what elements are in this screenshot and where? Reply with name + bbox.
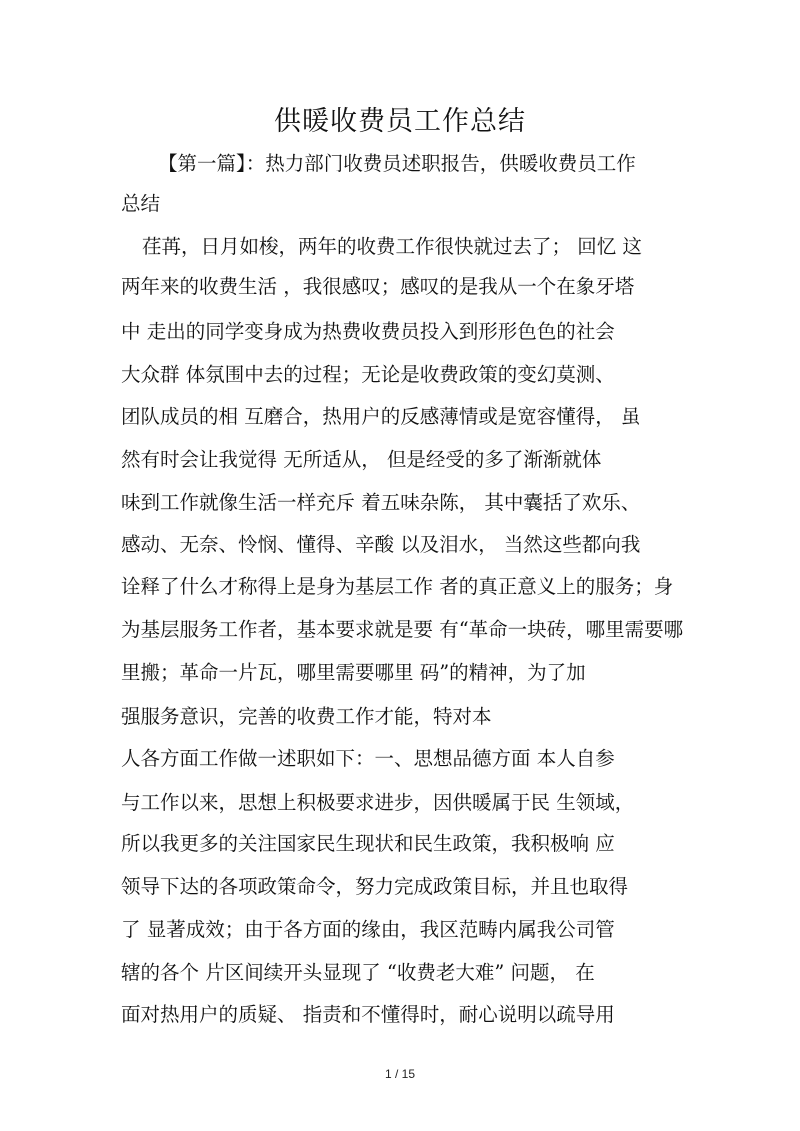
text-line: 中 走出的同学变身成为热费收费员投入到形形色色的社会 [121,320,615,343]
text-line: 味到工作就像生活一样充斥 着五味杂陈， 其中囊括了欢乐、 [121,491,641,514]
text-line: 辖的各个 片区间续开头显现了 “收费老大难” 问题， 在 [121,961,595,984]
text-line: 与工作以来，思想上积极要求进步，因供暖属于民 生领域， [121,791,635,814]
text-line: 为基层服务工作者，基本要求就是要 有“革命一块砖，哪里需要哪 [121,618,684,641]
text-line: 强服务意识，完善的收费工作才能，特对本 [121,705,492,728]
text-line: 领导下达的各项政策命令，努力完成政策目标，并且也取得 [121,875,629,898]
text-line: 感动、无奈、怜悯、懂得、辛酸 以及泪水， 当然这些都向我 [121,533,641,556]
text-line: 然有时会让我觉得 无所适从， 但是经受的多了渐渐就体 [121,448,602,471]
text-line: 人各方面工作做一述职如下：一、思想品德方面 本人自参 [121,747,615,770]
text-line: 面对热用户的质疑、 指责和不懂得时，耐心说明以疏导用 [121,1003,615,1026]
text-line: 里搬；革命一片瓦，哪里需要哪里 码”的精神，为了加 [121,661,586,684]
document-title: 供暖收费员工作总结 [274,106,526,137]
text-line: 所以我更多的关注国家民生现状和民生政策，我积极响 应 [121,832,615,855]
page-number: 1 / 15 [384,1067,416,1081]
text-line: 了 显著成效；由于各方面的缘由，我区范畴内属我公司管 [121,918,615,941]
text-line: 两年来的收费生活 ，我很感叹；感叹的是我从一个在象牙塔 [121,275,635,298]
text-line: 荏苒，日月如梭，两年的收费工作很快就过去了； 回忆 这 [142,235,642,258]
text-line: 【第一篇】：热力部门收费员述职报告，供暖收费员工作 [158,152,636,175]
text-line: 团队成员的相 互磨合，热用户的反感薄情或是宽容懂得， 虽 [121,405,641,428]
text-line: 诠释了什么才称得上是身为基层工作 者的真正意义上的服务；身 [121,575,674,598]
text-line: 大众群 体氛围中去的过程；无论是收费政策的变幻莫测、 [121,363,615,386]
text-line: 总结 [121,192,161,215]
